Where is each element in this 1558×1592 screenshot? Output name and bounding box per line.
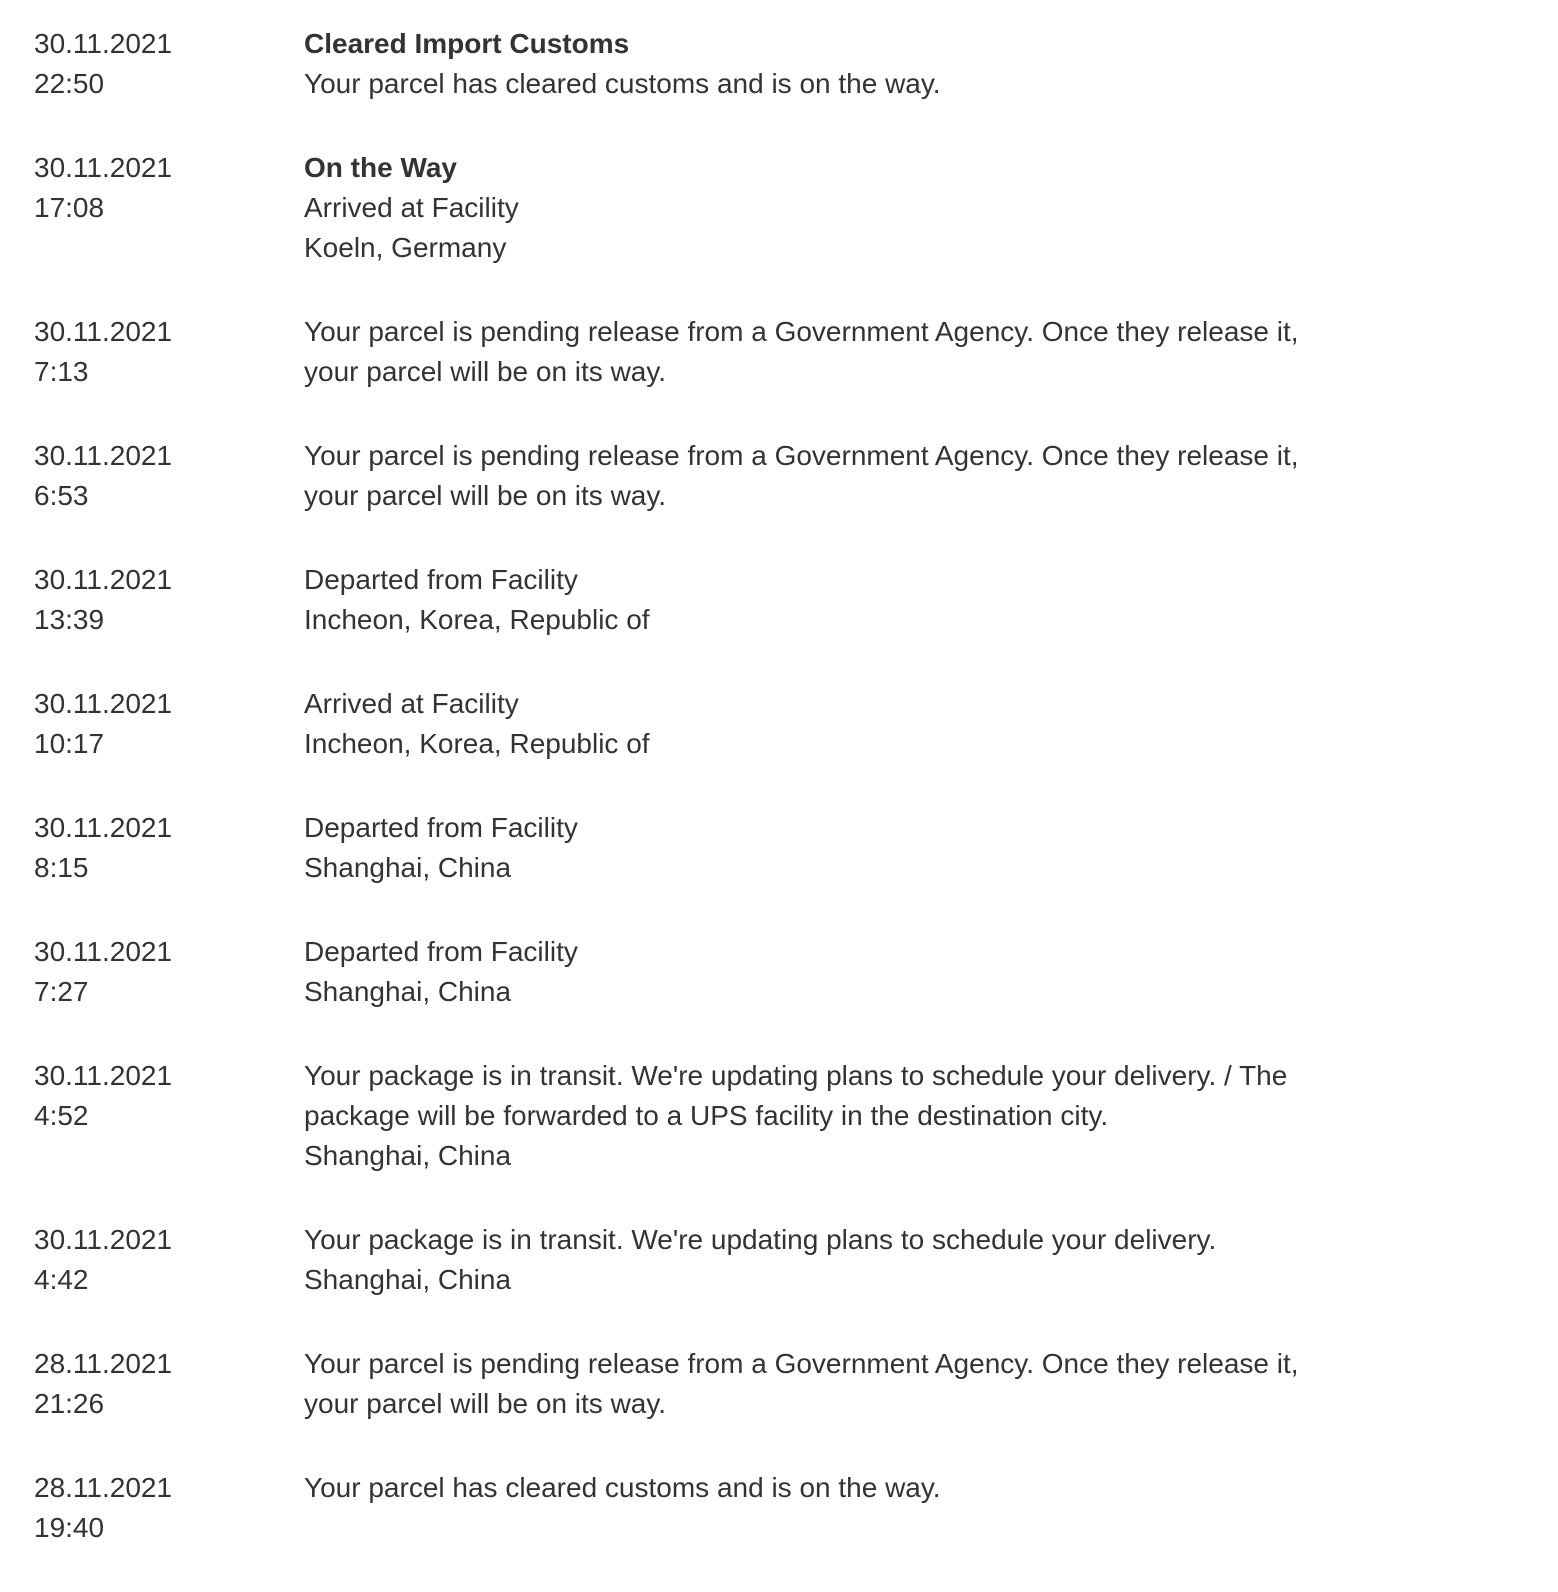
event-details	[304, 1056, 1304, 1176]
event-time: 6:53	[34, 480, 89, 511]
event-date: 30.11.2021	[34, 688, 173, 719]
event-details	[304, 436, 1304, 516]
event-description: Your parcel has cleared customs and is on the way.	[304, 68, 941, 99]
event-title: On the Way	[304, 152, 457, 183]
event-time: 13:39	[34, 604, 105, 635]
tracking-event	[34, 1468, 1534, 1548]
event-time: 17:08	[34, 192, 105, 223]
event-datetime	[34, 684, 304, 764]
event-location: Koeln, Germany	[304, 232, 507, 263]
event-datetime	[34, 560, 304, 640]
event-description: Arrived at Facility	[304, 192, 519, 223]
tracking-event	[34, 684, 1534, 764]
tracking-event	[34, 1056, 1534, 1176]
event-datetime	[34, 312, 304, 392]
event-description: Your package is in transit. We're updating plans to schedule your delivery. / The	[304, 1060, 1288, 1091]
tracking-event	[34, 148, 1534, 268]
event-description: Your parcel is pending release from a Government Agency. Once they release it,	[304, 1348, 1299, 1379]
tracking-event	[34, 932, 1534, 1012]
event-description: Departed from Facility	[304, 936, 578, 967]
event-datetime	[34, 148, 304, 268]
event-datetime	[34, 1220, 304, 1300]
event-description: Your parcel is pending release from a Government Agency. Once they release it,	[304, 316, 1299, 347]
event-time: 4:52	[34, 1100, 89, 1131]
event-details	[304, 684, 1304, 764]
event-details	[304, 932, 1304, 1012]
event-description: Arrived at Facility	[304, 688, 519, 719]
event-location: Shanghai, China	[304, 1264, 512, 1295]
event-title: Cleared Import Customs	[304, 28, 630, 59]
event-description: Departed from Facility	[304, 812, 578, 843]
event-date: 30.11.2021	[34, 1224, 173, 1255]
event-date: 30.11.2021	[34, 1060, 173, 1091]
event-time: 22:50	[34, 68, 105, 99]
event-details	[304, 1344, 1304, 1424]
event-location: Incheon, Korea, Republic of	[304, 604, 650, 635]
tracking-event	[34, 312, 1534, 392]
event-description: Your package is in transit. We're updating plans to schedule your delivery.	[304, 1224, 1217, 1255]
event-time: 7:13	[34, 356, 89, 387]
event-description: Departed from Facility	[304, 564, 578, 595]
event-description: package will be forwarded to a UPS facility in the destination city.	[304, 1100, 1109, 1131]
event-details	[304, 148, 1304, 268]
event-date: 28.11.2021	[34, 1348, 173, 1379]
event-location: Shanghai, China	[304, 1140, 512, 1171]
event-date: 30.11.2021	[34, 152, 173, 183]
event-time: 8:15	[34, 852, 89, 883]
event-description: Your parcel is pending release from a Government Agency. Once they release it,	[304, 440, 1299, 471]
event-details	[304, 808, 1304, 888]
tracking-event	[34, 560, 1534, 640]
event-location: Shanghai, China	[304, 852, 512, 883]
event-datetime	[34, 1344, 304, 1424]
event-datetime	[34, 808, 304, 888]
event-details	[304, 24, 1304, 104]
event-location: Shanghai, China	[304, 976, 512, 1007]
event-details	[304, 1220, 1304, 1300]
event-datetime	[34, 1056, 304, 1176]
event-description: your parcel will be on its way.	[304, 1388, 667, 1419]
event-time: 4:42	[34, 1264, 89, 1295]
event-time: 7:27	[34, 976, 89, 1007]
event-datetime	[34, 436, 304, 516]
event-details	[304, 560, 1304, 640]
event-description: Your parcel has cleared customs and is on the way.	[304, 1472, 941, 1503]
event-time: 21:26	[34, 1388, 105, 1419]
event-date: 28.11.2021	[34, 1472, 173, 1503]
tracking-event	[34, 436, 1534, 516]
tracking-history	[34, 24, 1534, 1592]
tracking-event	[34, 808, 1534, 888]
event-details	[304, 1468, 1304, 1548]
event-datetime	[34, 24, 304, 104]
event-time: 10:17	[34, 728, 105, 759]
event-date: 30.11.2021	[34, 316, 173, 347]
event-description: your parcel will be on its way.	[304, 356, 667, 387]
event-location: Incheon, Korea, Republic of	[304, 728, 650, 759]
tracking-event	[34, 1344, 1534, 1424]
event-date: 30.11.2021	[34, 936, 173, 967]
event-time: 19:40	[34, 1512, 105, 1543]
tracking-event	[34, 1220, 1534, 1300]
event-datetime	[34, 1468, 304, 1548]
event-date: 30.11.2021	[34, 564, 173, 595]
event-date: 30.11.2021	[34, 440, 173, 471]
tracking-event	[34, 24, 1534, 104]
event-description: your parcel will be on its way.	[304, 480, 667, 511]
event-date: 30.11.2021	[34, 812, 173, 843]
event-date: 30.11.2021	[34, 28, 173, 59]
event-details	[304, 312, 1304, 392]
event-datetime	[34, 932, 304, 1012]
